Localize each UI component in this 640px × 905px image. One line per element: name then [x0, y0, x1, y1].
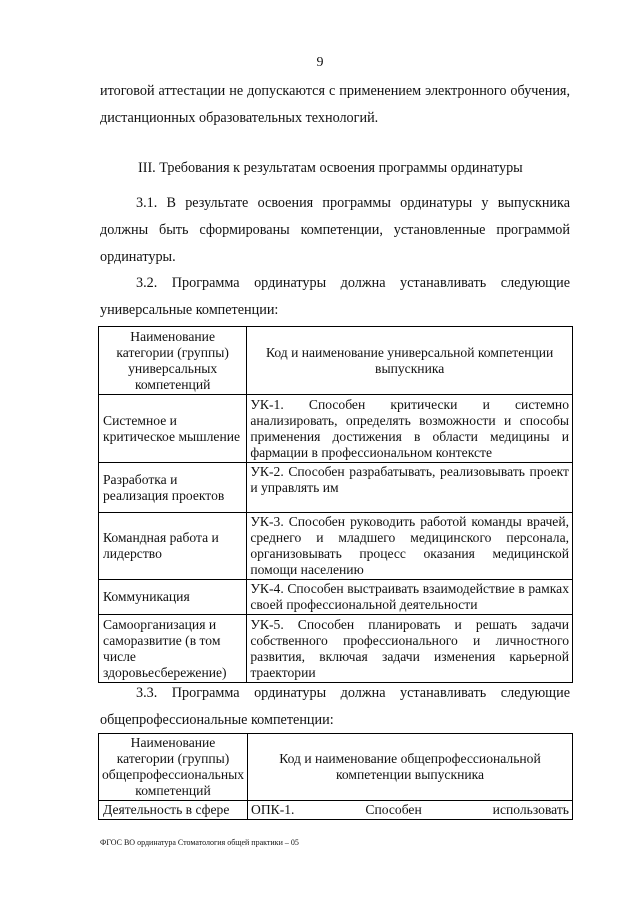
- table-row: [99, 395, 573, 463]
- table-row: [99, 801, 573, 820]
- row-competence: ОПК-1. Способен использовать: [248, 801, 573, 820]
- universal-competencies-table: [98, 326, 573, 683]
- general-professional-competencies-table: [98, 733, 573, 820]
- row-category: Разработка и реализация проектов: [99, 463, 247, 513]
- page-number: 9: [316, 55, 324, 70]
- row-competence: УК-4. Способен выстраивать взаимодействие в рамках своей профессиональной деятельности: [247, 580, 573, 615]
- section-heading: III. Требования к результатам освоения программы ординатуры: [138, 160, 523, 176]
- header-category: Наименование категории (группы) универсальных компетенций: [99, 327, 247, 395]
- table-row: [99, 513, 573, 580]
- paragraph-3-3: 3.3. Программа ординатуры должна устанавливать следующие общепрофессиональные компетенции:: [100, 685, 570, 728]
- table-header-row: [99, 327, 573, 395]
- header-competence: Код и наименование универсальной компетенции выпускника: [247, 327, 573, 395]
- table-row: [99, 615, 573, 683]
- row-competence: УК-5. Способен планировать и решать задачи собственного профессионального и личностного развития, включая задачи изменения карьерной траектории: [247, 615, 573, 683]
- table-row: [99, 580, 573, 615]
- row-competence: УК-1. Способен критически и системно анализировать, определять возможности и способы применения достижения в области медицины и фармации в профессиональном контексте: [247, 395, 573, 463]
- row-competence: УК-2. Способен разрабатывать, реализовывать проект и управлять им: [247, 463, 573, 513]
- header-category: Наименование категории (группы) общепрофессиональных компетенций: [99, 734, 248, 801]
- table-header-row: [99, 734, 573, 801]
- row-category: Командная работа и лидерство: [99, 513, 247, 580]
- intro-paragraph: итоговой аттестации не допускаются с применением электронного обучения, дистанционных образовательных технологий.: [100, 83, 570, 126]
- header-competence: Код и наименование общепрофессиональной компетенции выпускника: [248, 734, 573, 801]
- table-row: [99, 463, 573, 513]
- paragraph-3-1: 3.1. В результате освоения программы ординатуры у выпускника должны быть сформированы компетенции, установленные программой ординатуры.: [100, 195, 570, 265]
- paragraph-3-2: 3.2. Программа ординатуры должна устанавливать следующие универсальные компетенции:: [100, 275, 570, 318]
- row-category: Системное и критическое мышление: [99, 395, 247, 463]
- row-category: Деятельность в сфере: [99, 801, 248, 820]
- row-category: Коммуникация: [99, 580, 247, 615]
- footer-note: ФГОС ВО ординатура Стоматология общей практики – 05: [100, 838, 299, 847]
- row-competence: УК-3. Способен руководить работой команды врачей, среднего и младшего медицинского персонала, организовывать процесс оказания медицинской помощи населению: [247, 513, 573, 580]
- row-category: Самоорганизация и саморазвитие (в том числе здоровьесбережение): [99, 615, 247, 683]
